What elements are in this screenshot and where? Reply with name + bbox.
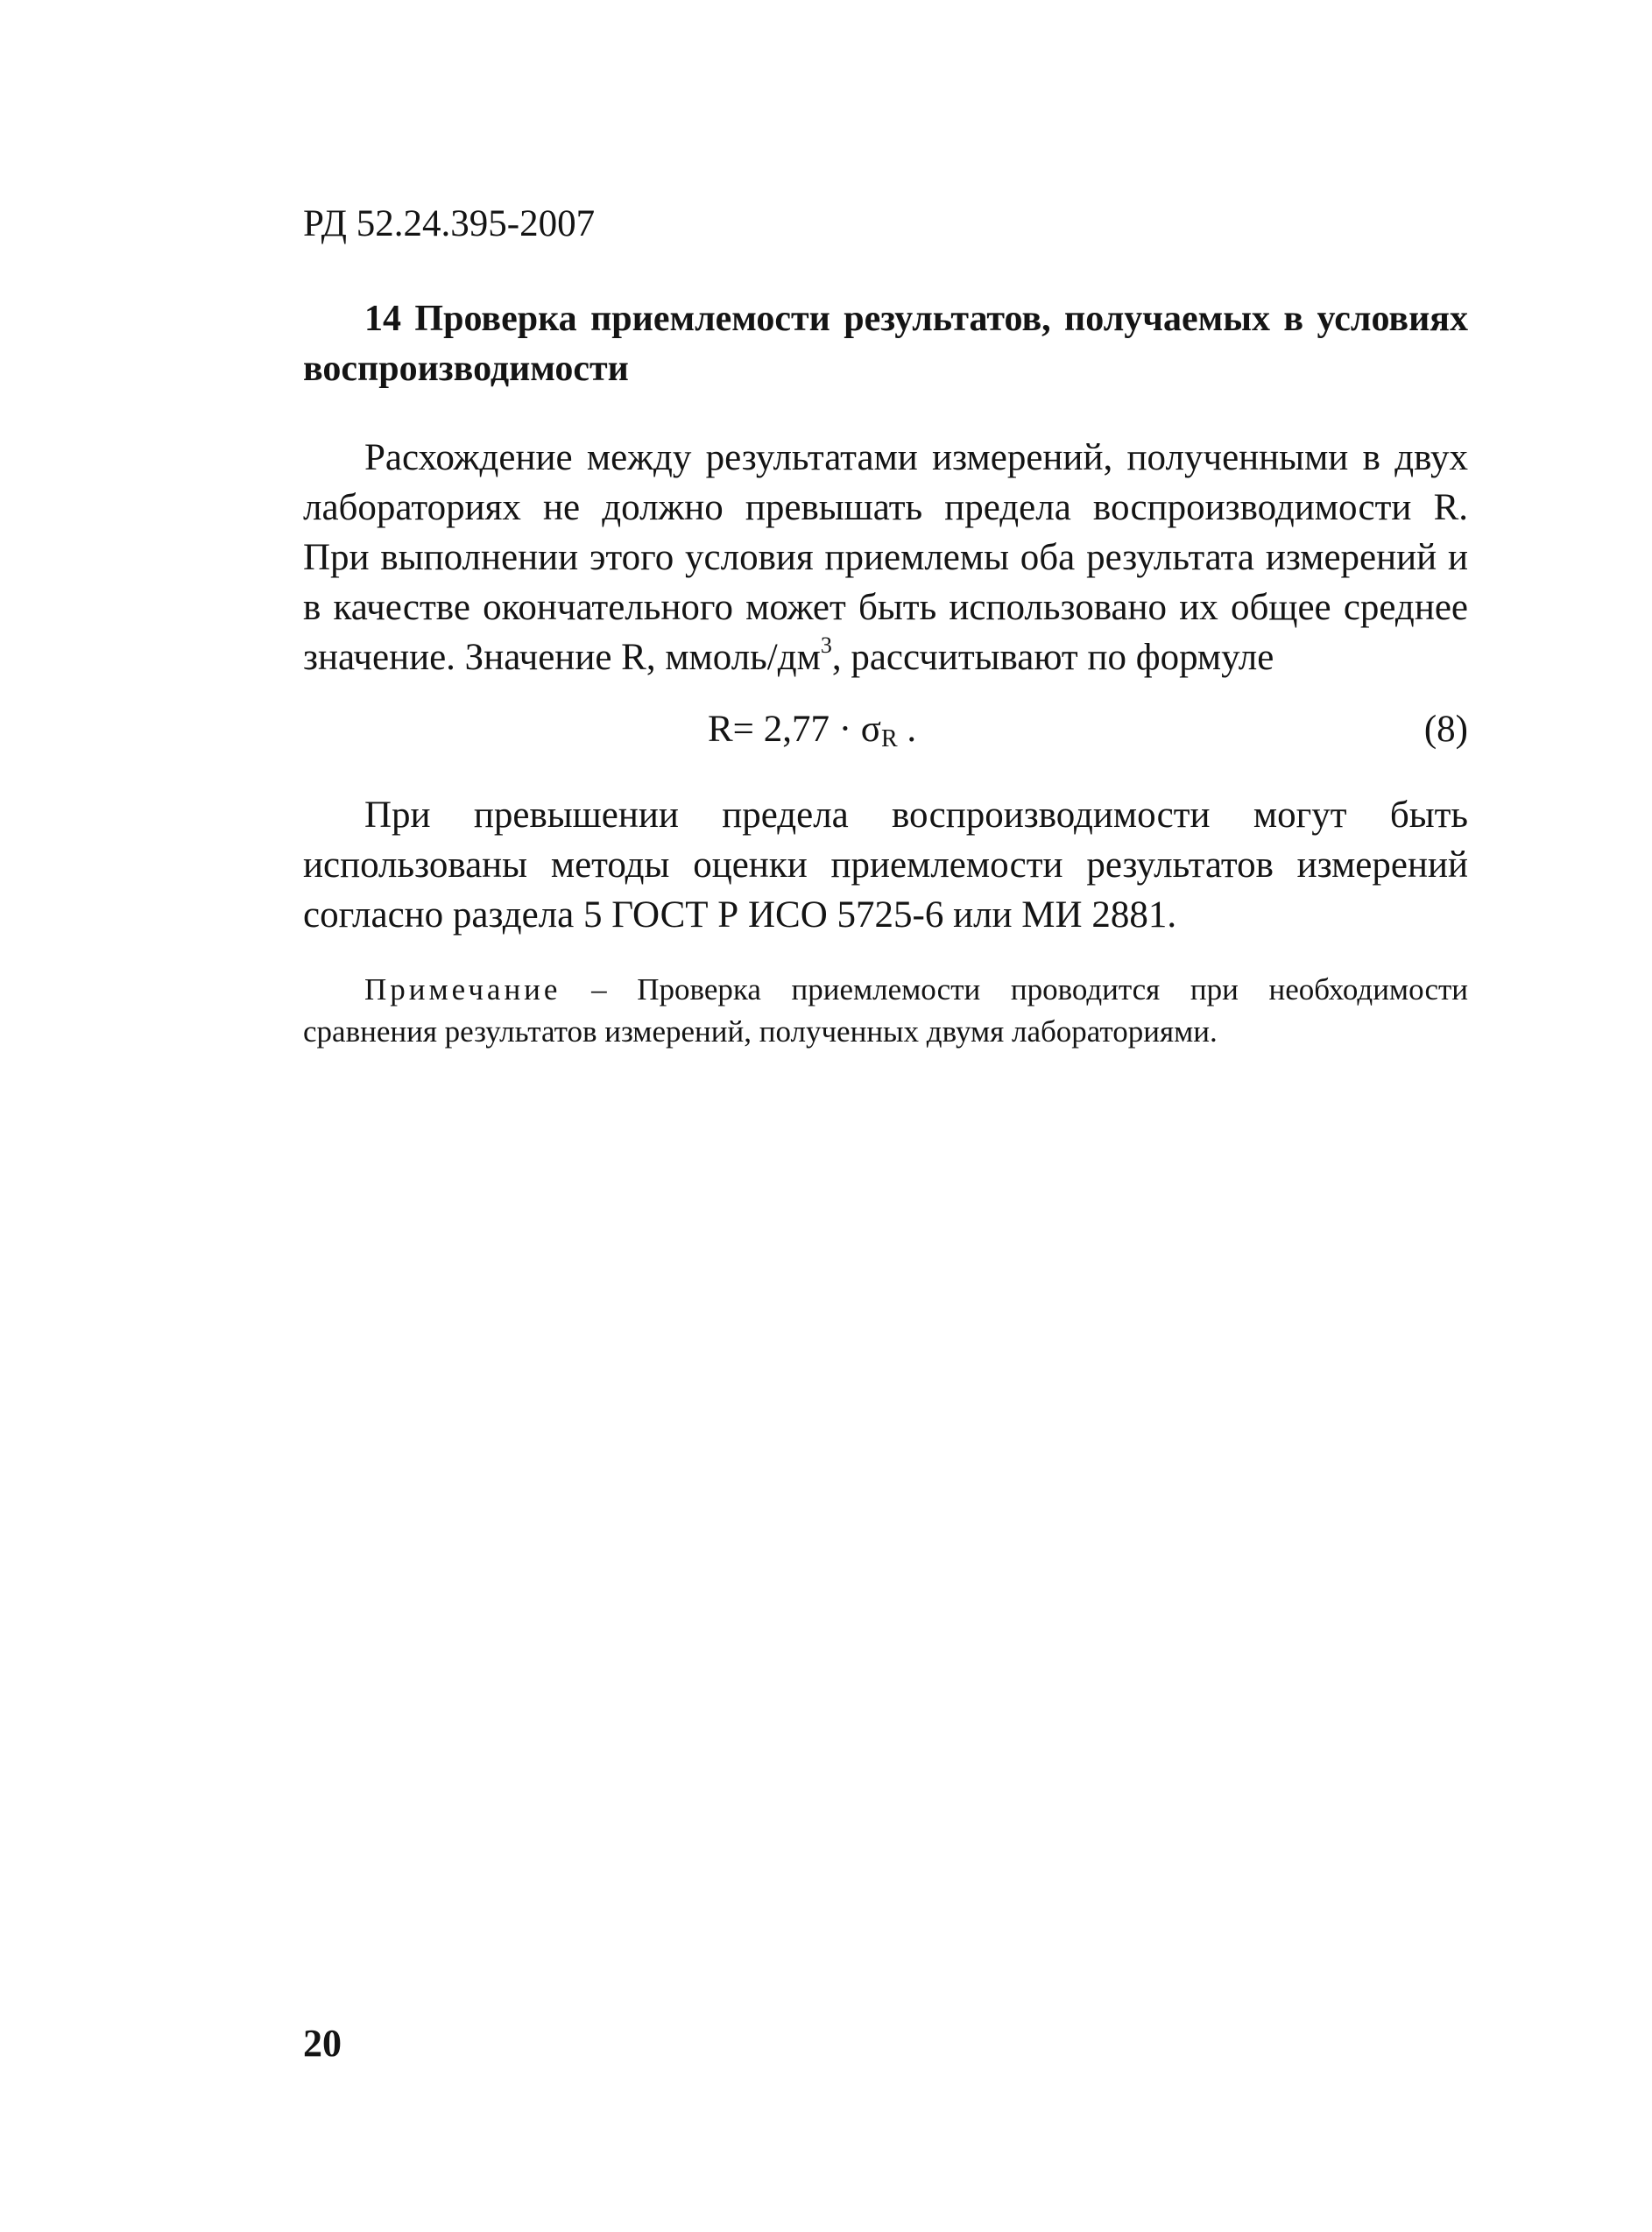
paragraph-exceeding-limit: При превышении предела воспроизводимости могут быть использованы методы оценки приемлемости результатов измерений согласно раздела 5 ГОСТ Р ИСО 5725-6 или МИ 2881. xyxy=(303,795,1468,936)
formula-subscript: R xyxy=(880,725,898,752)
formula-operator: · xyxy=(838,709,852,750)
formula-expression xyxy=(708,703,916,756)
note-dash: – xyxy=(591,972,607,1007)
superscript-exponent: 3 xyxy=(820,632,832,658)
document-code: РД 52.24.395-2007 xyxy=(303,203,596,244)
note-text: Проверка приемлемости проводится при необходимости сравнения результатов измерений, полученных двумя лабораториями. xyxy=(303,972,1469,1049)
section-heading: 14 Проверка приемлемости результатов, получаемых в условиях воспроизводимости xyxy=(303,299,1468,389)
formula-lhs: R= xyxy=(708,709,754,750)
formula xyxy=(303,703,1468,756)
note xyxy=(303,969,1468,1053)
paragraph-reproducibility xyxy=(303,433,1468,682)
note-label: Примечание xyxy=(364,972,561,1007)
paragraph-text-end: , рассчитывают по формуле xyxy=(831,637,1274,678)
paragraph-text: Расхождение между результатами измерений, полученными в двух лабораториях не должно превышать предела воспроизводимости R. При выполнении этого условия приемлемы оба результата измерений и в качестве окончательного может быть использовано их общее среднее значение. Значение R, ммоль/дм xyxy=(303,437,1468,678)
formula-symbol: σ xyxy=(860,709,881,750)
formula-coefficient: 2,77 xyxy=(763,709,830,750)
formula-terminator: . xyxy=(907,709,917,750)
formula-number: (8) xyxy=(1423,709,1468,750)
page-number: 20 xyxy=(303,2022,342,2065)
